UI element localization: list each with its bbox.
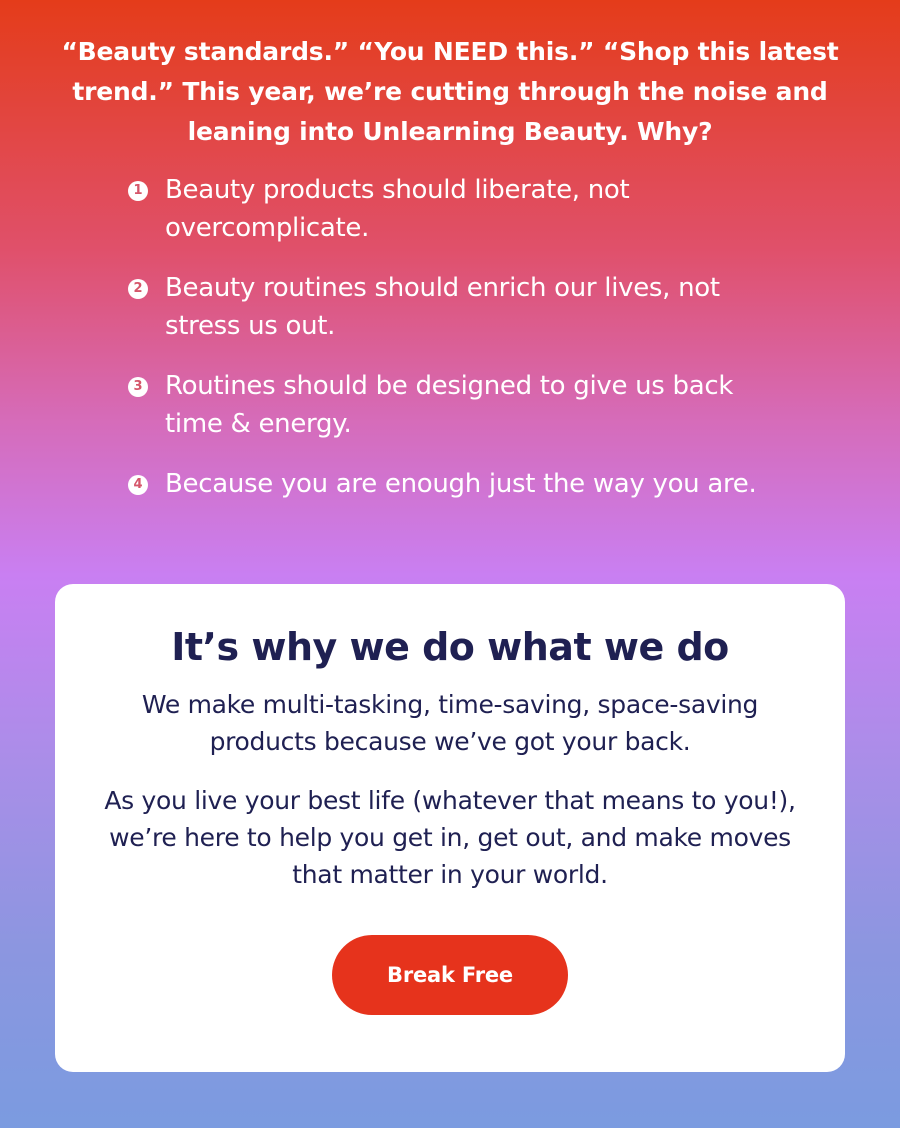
- reason-text: Routines should be designed to give us back time & energy.: [165, 371, 734, 439]
- number-3-badge-icon: 3: [128, 377, 148, 397]
- reason-text: Beauty products should liberate, not overcomplicate.: [165, 175, 630, 243]
- mission-card: [55, 584, 845, 1072]
- card-paragraph-life: As you live your best life (whatever that means to you!), we’re here to help you get in, get out, and make moves that matter in your world.: [104, 786, 796, 889]
- reason-text: Because you are enough just the way you are.: [165, 469, 757, 499]
- number-4-badge-icon: 4: [128, 475, 148, 495]
- reason-item-4: [128, 465, 788, 563]
- card-paragraph-products: We make multi-tasking, time-saving, space-saving products because we’ve got your back.: [141, 690, 759, 756]
- intro-text: “Beauty standards.” “You NEED this.” “Shop this latest trend.” This year, we’re cutting through the noise and leaning into Unlearning Beauty. Why?: [61, 37, 839, 146]
- reason-item-2: [128, 269, 788, 367]
- reasons-list: [128, 171, 788, 563]
- reason-item-3: [128, 367, 788, 465]
- reason-item-1: [128, 171, 788, 269]
- number-1-badge-icon: 1: [128, 181, 148, 201]
- reason-text: Beauty routines should enrich our lives, not stress us out.: [165, 273, 720, 341]
- number-2-badge-icon: 2: [128, 279, 148, 299]
- card-title: It’s why we do what we do: [171, 625, 729, 669]
- break-free-button[interactable]: Break Free: [332, 935, 568, 1015]
